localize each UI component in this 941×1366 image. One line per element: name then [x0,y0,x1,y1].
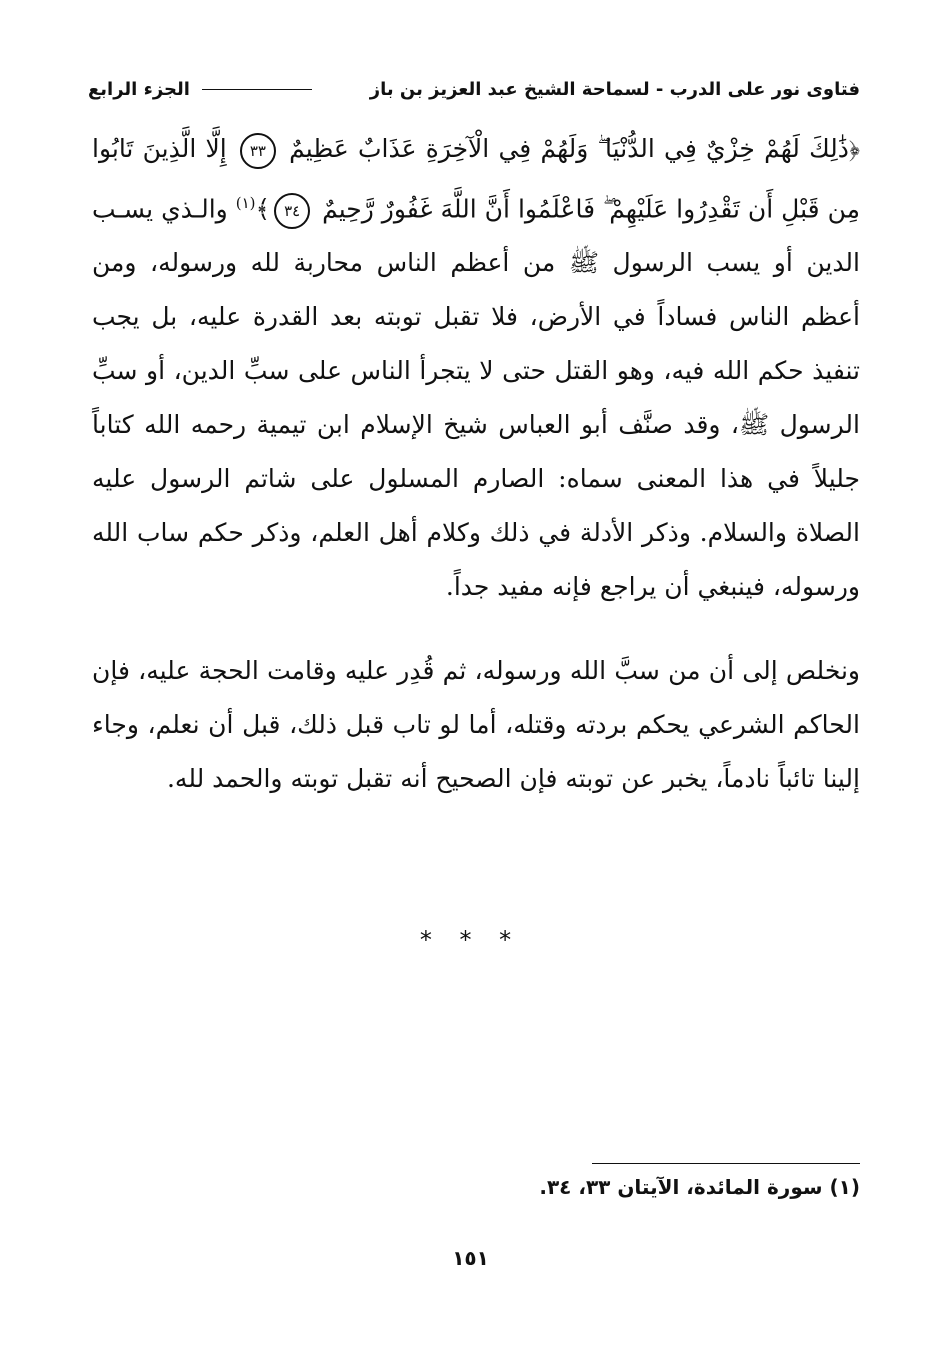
footnote-rule [592,1163,860,1164]
quran-verse-34: إِلَّا الَّذِينَ تَابُوا مِن قَبْلِ أَن تَقْدِرُوا عَلَيْهِمْ ۖ فَاعْلَمُوا أَنَّ اللَّهَ غَفُورٌ رَّحِيمٌ [92,134,860,224]
section-separator: * * * [419,926,522,954]
quran-verse-33: ﴿ذَٰلِكَ لَهُمْ خِزْيٌ فِي الدُّنْيَا ۖ وَلَهُمْ فِي الْآخِرَةِ عَذَابٌ عَظِيمٌ [289,134,860,163]
header-volume: الجزء الرابع [88,78,190,100]
paragraph-2: ونخلص إلى أن من سبَّ الله ورسوله، ثم قُدِر عليه وقامت الحجة عليه، فإن الحاكم الشرعي يحكم بردته وقتله، أما لو تاب قبل ذلك، قبل أن نعلم، وجاء إلينا تائباً نادماً، يخبر عن توبته فإن الصحيح أنه تقبل توبته والحمد لله. [92,656,860,794]
header-volume-group [88,79,320,100]
main-text [92,122,860,806]
paragraph-1: ﴿ذَٰلِكَ لَهُمْ خِزْيٌ فِي الدُّنْيَا ۖ وَلَهُمْ فِي الْآخِرَةِ عَذَابٌ عَظِيمٌ ٣٣ إِلَّا الَّذِينَ تَابُوا مِن قَبْلِ أَن تَقْدِرُوا عَلَيْهِمْ ۖ فَاعْلَمُوا أَنَّ اللَّهَ غَفُورٌ رَّحِيمٌ ٣٤﴾$^{(١)}$ والـذي يسـب الدين أو يسب الرسول ﷺ من أعظم الناس محاربة لله ورسوله، ومن أعظم الناس فساداً في الأرض، فلا تقبل توبته بعد القدرة عليه، بل يجب تنفيذ حكم الله فيه، وهو القتل حتى لا يتجرأ الناس على سبِّ الدين، أو سبِّ الرسول ﷺ، وقد صنَّف أبو العباس شيخ الإسلام ابن تيمية رحمه الله كتاباً جليلاً في هذا المعنى سماه: الصارم المسلول على شاتم الرسول عليه الصلاة والسلام. وذكر الأدلة في ذلك وكلام أهل العلم، وذكر حكم ساب الله ورسوله، فينبغي أن يراجع فإنه مفيد جداً. [92,134,860,602]
paragraph-1-text: والـذي يسـب الدين أو يسب الرسول ﷺ من أعظم الناس محاربة لله ورسوله، ومن أعظم الناس فساداً في الأرض، فلا تقبل توبته بعد القدرة عليه، بل يجب تنفيذ حكم الله فيه، وهو القتل حتى لا يتجرأ الناس على سبِّ الدين، أو سبِّ الرسول ﷺ، وقد صنَّف أبو العباس شيخ الإسلام ابن تيمية رحمه الله كتاباً جليلاً في هذا المعنى سماه: الصارم المسلول على شاتم الرسول عليه الصلاة والسلام. وذكر الأدلة في ذلك وكلام أهل العلم، وذكر حكم ساب الله ورسوله، فينبغي أن يراجع فإنه مفيد جداً. [92,194,860,602]
header-rule [202,89,312,90]
ayah-number-33: ٣٣ [240,133,276,169]
header-book-title: فتاوى نور على الدرب - لسماحة الشيخ عبد العزيز بن باز [369,78,860,100]
footnote-reference: (١) [235,194,256,212]
footnote: (١) سورة المائدة، الآيتان ٣٣، ٣٤. [539,1175,860,1199]
ayah-number-34: ٣٤ [274,193,310,229]
running-header [88,72,860,106]
page-number: ١٥١ [452,1246,489,1270]
